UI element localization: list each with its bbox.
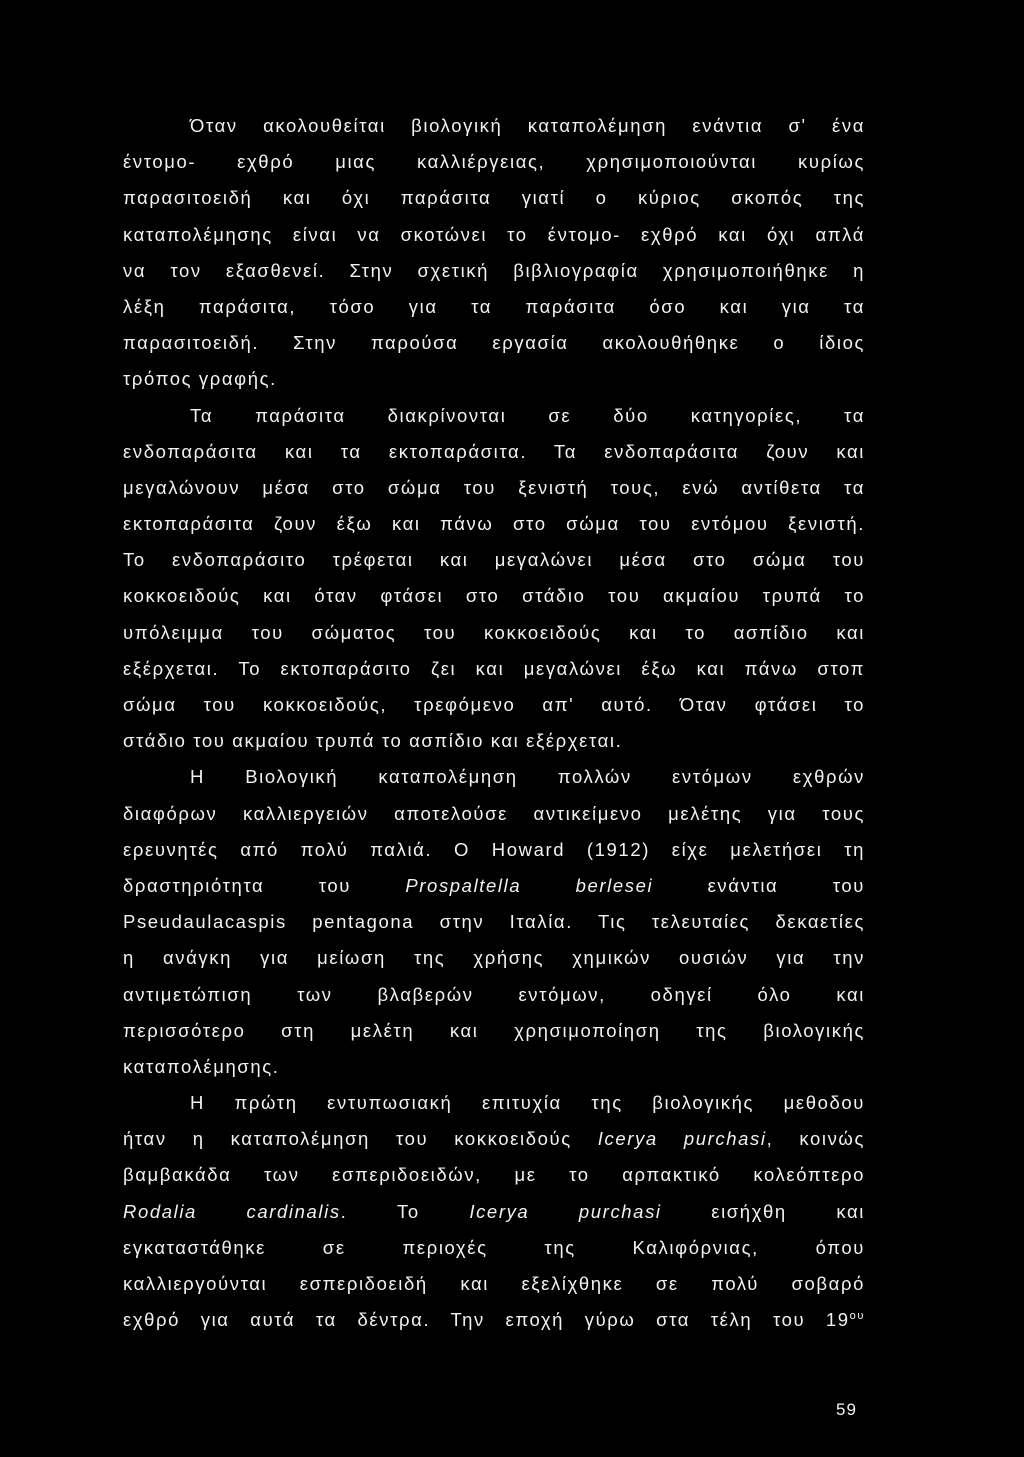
text-line: κοκκοειδούς και όταν φτάσει στο στάδιο του ακμαίου τρυπά το — [123, 585, 865, 607]
text-line-last — [123, 1302, 865, 1338]
text-line: δραστηριότητα του Prospaltella berlesei ενάντια του — [123, 874, 865, 896]
text-line: Τα παράσιτα διακρίνονται σε δύο κατηγορίες, τα — [190, 404, 865, 426]
text-line: Pseudaulacaspis pentagona στην Ιταλία. Τις τελευταίες δεκαετίες — [123, 911, 865, 933]
text-line-content: εχθρό για αυτά τα δέντρα. Την εποχή γύρω στα τέλη του 19 — [123, 1309, 850, 1331]
text-line: ήταν η καταπολέμηση του κοκκοειδούς Icerya purchasi, κοινώς — [123, 1128, 865, 1150]
text-line: υπόλειμμα του σώματος του κοκκοειδούς και το ασπίδιο και — [123, 621, 865, 643]
text-line: καταπολέμησης. — [123, 1055, 280, 1077]
text-line: ενδοπαράσιτα και τα εκτοπαράσιτα. Τα ενδοπαράσιτα ζουν και — [123, 440, 865, 462]
text-line: καταπολέμησης είναι να σκοτώνει το έντομο- εχθρό και όχι απλά — [123, 223, 865, 245]
text-line: εκτοπαράσιτα ζουν έξω και πάνω στο σώμα του εντόμου ξενιστή. — [123, 513, 865, 535]
text-line: τρόπος γραφής. — [123, 368, 277, 390]
text-line: έντομο- εχθρό μιας καλλιέργειας, χρησιμοποιούνται κυρίως — [123, 151, 865, 173]
text-line: Όταν ακολουθείται βιολογική καταπολέμηση ενάντια σ' ένα — [190, 115, 865, 136]
text-line: ερευνητές από πολύ παλιά. Ο Howard (1912) είχε μελετήσει τη — [123, 838, 865, 860]
text-line: καλλιεργούνται εσπεριδοειδή και εξελίχθηκε σε πολύ σοβαρό — [123, 1273, 865, 1294]
superscript: ου — [849, 1310, 865, 1323]
text-line: σώμα του κοκκοειδούς, τρεφόμενο απ' αυτό. Όταν φτάσει το — [123, 694, 865, 715]
page-number: 59 — [836, 1400, 857, 1419]
text-line: αντιμετώπιση των βλαβερών εντόμων, οδηγεί όλο και — [123, 983, 865, 1005]
text-line: να τον εξασθενεί. Στην σχετική βιβλιογραφία χρησιμοποιήθηκε η — [123, 259, 865, 281]
text-line: εγκαταστάθηκε σε περιοχές της Καλιφόρνιας, όπου — [123, 1236, 865, 1258]
body-text — [123, 108, 865, 1338]
text-line: λέξη παράσιτα, τόσο για τα παράσιτα όσο και για τα — [123, 295, 865, 317]
text-line: παρασιτοειδή. Στην παρούσα εργασία ακολουθήθηκε ο ίδιος — [123, 332, 865, 354]
text-line: στάδιο του ακμαίου τρυπά το ασπίδιο και εξέρχεται. — [123, 730, 623, 752]
text-line: εξέρχεται. Το εκτοπαράσιτο ζει και μεγαλώνει έξω και πάνω στοπ — [123, 657, 865, 679]
text-line: Η πρώτη εντυπωσιακή επιτυχία της βιολογικής μεθοδου — [190, 1092, 865, 1114]
text-line: βαμβακάδα των εσπεριδοειδών, με το αρπακτικό κολεόπτερο — [123, 1164, 865, 1186]
text-line: Το ενδοπαράσιτο τρέφεται και μεγαλώνει μέσα στο σώμα του — [123, 549, 865, 571]
text-line: παρασιτοειδή και όχι παράσιτα γιατί ο κύριος σκοπός της — [123, 187, 865, 209]
text-line: Η Βιολογική καταπολέμηση πολλών εντόμων εχθρών — [190, 766, 865, 788]
text-line: Rodalia cardinalis. Το Icerya purchasi εισήχθη και — [123, 1200, 865, 1222]
text-line: διαφόρων καλλιεργειών αποτελούσε αντικείμενο μελέτης για τους — [123, 802, 865, 824]
text-line: περισσότερο στη μελέτη και χρησιμοποίηση της βιολογικής — [123, 1019, 865, 1041]
text-line: μεγαλώνουν μέσα στο σώμα του ξενιστή τους, ενώ αντίθετα τα — [123, 476, 865, 498]
text-line: η ανάγκη για μείωση της χρήσης χημικών ουσιών για την — [123, 947, 865, 969]
